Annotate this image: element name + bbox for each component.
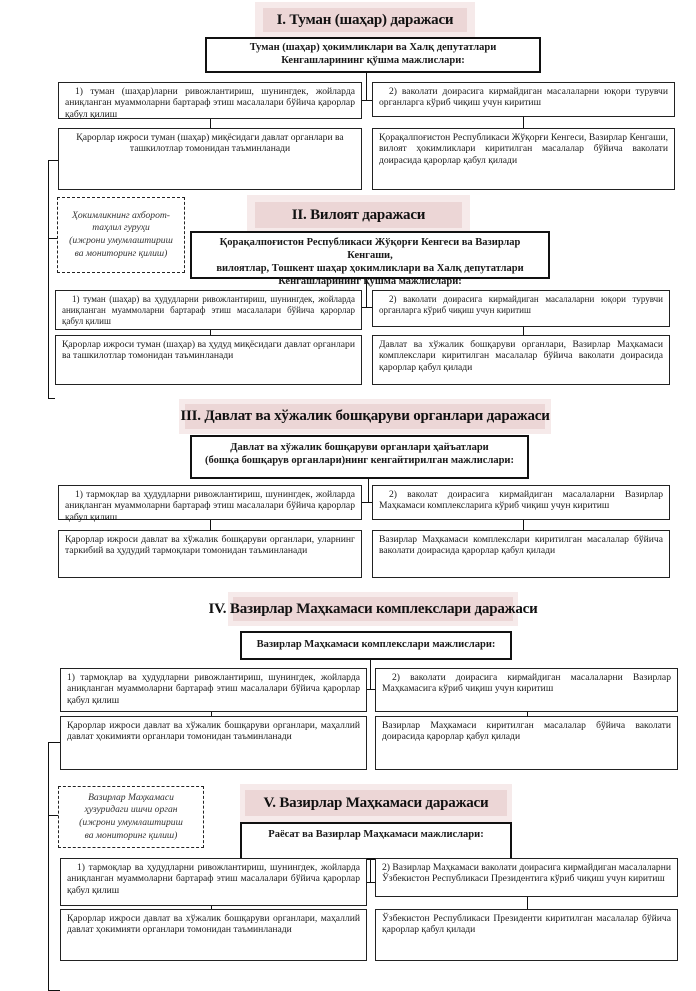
section-1-left-bottom-box: Қарорлар ижроси туман (шаҳар) миқёсидаги давлат органлари ва ташкилотлар томонидан таъминланади	[58, 128, 362, 190]
section-1-header-box	[205, 37, 541, 73]
section-5-title-band	[240, 784, 512, 822]
monitor-line: Ҳокимликнинг ахборот-	[71, 209, 171, 221]
section-4-header-box	[240, 631, 512, 660]
connector-line	[48, 742, 49, 990]
section-5-title: V. Вазирлар Маҳкамаси даражаси	[245, 790, 507, 816]
header-line: Кенгашларининг қўшма мажлислари:	[281, 55, 465, 66]
section-5-header-box	[240, 822, 512, 860]
section-1-title-band	[255, 2, 475, 38]
monitor-line: (ижрони умумлаштириш	[79, 817, 183, 828]
section-4-left-bottom-box: Қарорлар ижроси давлат ва хўжалик бошқаруви органлари, маҳаллий давлат ҳокимияти органлари томонидан таъминланади	[60, 716, 367, 770]
connector-line	[48, 815, 58, 816]
monitor-line: ва мониторинг қилиш)	[74, 247, 168, 259]
connector-line	[370, 659, 371, 689]
monitor-line: ҳузуридаги ишчи орган	[84, 804, 178, 816]
section-3-left-top-box: 1) тармоқлар ва ҳудудларни ривожлантириш, шунингдек, жойларда аниқланган муаммоларни бартараф этиш масалалари бўйича қарорлар қабул қилиш	[58, 485, 362, 520]
header-line: Қорақалпоғистон Республикаси Жўқорғи Кенгеси ва Вазирлар Кенгаши,	[219, 237, 521, 261]
section-1-right-top-box: 2) ваколати доирасига кирмайдиган масалаларни юқори турувчи органларга кўриб чиқиш учун киритиш	[372, 82, 675, 117]
section-1-title: I. Туман (шаҳар) даражаси	[263, 8, 467, 32]
section-5-left-bottom-box: Қарорлар ижроси давлат ва хўжалик бошқаруви органлари, маҳаллий давлат ҳокимияти органлари томонидан таъминланади	[60, 909, 367, 961]
monitor-line: ва мониторинг қилиш)	[84, 829, 178, 841]
header-line: Раёсат ва Вазирлар Маҳкамаси мажлислари:	[268, 829, 484, 840]
section-3-right-bottom-box: Вазирлар Маҳкамаси комплекслари киритилган масалалар бўйича ваколати доирасида қарорлар қабул қилади	[372, 530, 670, 578]
section-3-left-bottom-box: Қарорлар ижроси давлат ва хўжалик бошқаруви органлари, уларнинг таркибий ва ҳудудий тармоқлари томонидан таъминланади	[58, 530, 362, 578]
monitor-line: Вазирлар Маҳкамаси	[88, 791, 174, 803]
section-4-title-band	[208, 592, 538, 626]
header-line: Кенгашларининг қўшма мажлислари:	[278, 276, 462, 287]
section-4-right-bottom-box: Вазирлар Маҳкамаси киритилган масалалар бўйича ваколати доирасида қарорлар қабул қилади	[375, 716, 678, 770]
section-4-right-top-box: 2) ваколати доирасига кирмайдиган масалаларни Вазирлар Маҳкамасига кўриб чиқиш учун киритиш	[375, 668, 678, 712]
connector-line	[366, 72, 367, 100]
header-line: Вазирлар Маҳкамаси комплекслари мажлислари:	[256, 639, 496, 650]
header-line: Давлат ва хўжалик бошқаруви органлари ҳайъатлари	[230, 442, 489, 453]
monitor-line: (ижрони умумлаштириш	[69, 235, 173, 246]
connector-line	[523, 327, 524, 335]
monitoring-group-box-1	[57, 197, 185, 273]
connector-line	[48, 398, 55, 399]
section-2-left-top-box: 1) туман (шаҳар) ва ҳудудларни ривожлантириш, шунингдек, жойларда аниқланган муаммоларни бартараф этиш масалалари бўйича қарорлар қабул қилиш	[55, 290, 362, 330]
connector-line	[48, 160, 49, 399]
monitor-line: таҳлил гуруҳи	[92, 222, 150, 234]
header-line: Туман (шаҳар) ҳокимликлари ва Халқ депутатлари	[249, 42, 497, 53]
monitoring-group-box-2	[58, 786, 204, 848]
section-3-title-band	[179, 399, 551, 434]
connector-line	[523, 116, 524, 128]
connector-line	[370, 860, 371, 882]
section-2-title: II. Вилоят даражаси	[255, 202, 462, 228]
section-4-title: IV. Вазирлар Маҳкамаси комплекслари даражаси	[233, 597, 513, 621]
connector-line	[527, 897, 528, 909]
section-2-left-bottom-box: Қарорлар ижроси туман (шаҳар) ва ҳудуд миқёсидаги давлат органлари ва ташкилотлар томонидан таъминланади	[55, 335, 362, 385]
section-2-title-band	[247, 195, 470, 235]
header-line: (бошқа бошқарув органлари)нинг кенгайтирилган мажлислари:	[205, 455, 514, 466]
section-5-right-top-box: 2) Вазирлар Маҳкамаси ваколати доирасига кирмайдиган масалаларни Ўзбекистон Республикаси Президентига кўриб чиқиш учун киритиш	[375, 858, 678, 897]
section-5-left-top-box: 1) тармоқлар ва ҳудудларни ривожлантириш, шунингдек, жойларда аниқланган муаммоларни бартараф этиш масалалари бўйича қарорлар қабул қилиш	[60, 858, 367, 906]
connector-line	[523, 520, 524, 530]
section-1-right-bottom-box: Қорақалпоғистон Республикаси Жўқорғи Кенгеси, Вазирлар Кенгаши, вилоят ҳокимликлари киритилган масалалар бўйича ваколати доирасида қарорлар қабул қилади	[372, 128, 675, 190]
section-3-title: III. Давлат ва хўжалик бошқаруви органлари даражаси	[185, 404, 545, 429]
connector-line	[210, 520, 211, 530]
connector-line	[210, 118, 211, 128]
section-2-right-bottom-box: Давлат ва хўжалик бошқаруви органлари, Вазирлар Маҳкамаси комплекслари киритилган масалалар бўйича ваколати доирасида қарорлар қабул қилади	[372, 335, 670, 385]
connector-line	[48, 160, 58, 161]
header-line: вилоятлар, Тошкент шаҳар ҳокимликлари ва Халқ депутатлари	[216, 263, 524, 274]
section-2-right-top-box: 2) ваколати доирасига кирмайдиган масалаларни юқори турувчи органларга кўриб чиқиш учун киритиш	[372, 290, 670, 327]
section-1-left-top-box: 1) туман (шаҳар)ларни ривожлантириш, шунингдек, жойларда аниқланган муаммоларни бартараф этиш масалалари бўйича қарорлар қабул қилиш	[58, 82, 362, 119]
section-4-left-top-box: 1) тармоқлар ва ҳудудларни ривожлантириш, шунингдек, жойларда аниқланган муаммоларни бартараф этиш масалалари бўйича қарорлар қабул қилиш	[60, 668, 367, 712]
section-5-right-bottom-box: Ўзбекистон Республикаси Президенти киритилган масалалар бўйича қарорлар қабул қилади	[375, 909, 678, 961]
connector-line	[368, 478, 369, 502]
connector-line	[48, 238, 57, 239]
connector-line	[48, 742, 60, 743]
section-3-right-top-box: 2) ваколат доирасига кирмайдиган масалаларни Вазирлар Маҳкамаси комплексларига кўриб чиқиш учун киритиш	[372, 485, 670, 520]
section-2-header-box	[190, 231, 550, 287]
section-3-header-box	[190, 435, 529, 479]
